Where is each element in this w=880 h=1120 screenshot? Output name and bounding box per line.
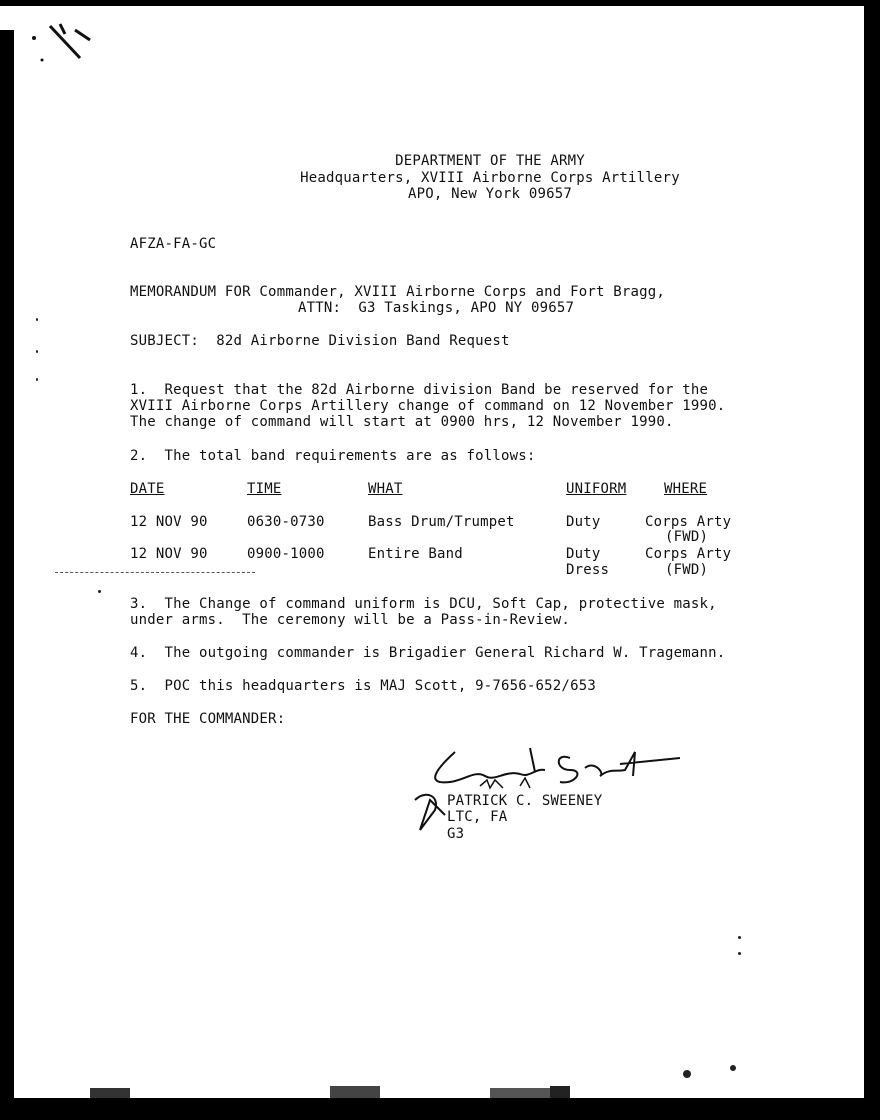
scan-dot (738, 936, 741, 939)
scan-border-left (0, 30, 14, 1120)
letterhead-dept: DEPARTMENT OF THE ARMY (395, 153, 585, 169)
table-cell-where: Corps Arty (645, 514, 732, 530)
scan-noise-bottom (30, 1086, 850, 1100)
memo-for: MEMORANDUM FOR Commander, XVIII Airborne Corps and Fort Bragg, (130, 284, 665, 300)
table-header-date: DATE (130, 481, 165, 497)
para1-line1: 1. Request that the 82d Airborne division Band be reserved for the (130, 382, 709, 398)
scan-dot (36, 318, 38, 321)
office-symbol: AFZA-FA-GC (130, 236, 217, 252)
memo-attn: ATTN: G3 Taskings, APO NY 09657 (298, 300, 575, 316)
scan-noise-top-left (20, 20, 100, 70)
signer-rank: LTC, FA (447, 809, 508, 825)
closing-line: FOR THE COMMANDER: (130, 711, 286, 727)
table-cell-where-sub: (FWD) (665, 529, 709, 545)
scan-dot (98, 590, 101, 593)
table-cell-time: 0900-1000 (247, 546, 325, 562)
letterhead-apo: APO, New York 09657 (408, 186, 572, 202)
para1-line3: The change of command will start at 0900 hrs, 12 November 1990. (130, 414, 674, 430)
table-cell-date: 12 NOV 90 (130, 514, 208, 530)
handwritten-signature (395, 740, 695, 840)
table-header-uniform: UNIFORM (566, 481, 627, 497)
scan-border-top (0, 0, 880, 6)
scan-dot (738, 952, 741, 955)
subject-line: SUBJECT: 82d Airborne Division Band Request (130, 333, 510, 349)
table-cell-what: Bass Drum/Trumpet (368, 514, 515, 530)
signer-office: G3 (447, 826, 465, 842)
para3-line1: 3. The Change of command uniform is DCU, Soft Cap, protective mask, (130, 596, 717, 612)
table-cell-date: 12 NOV 90 (130, 546, 208, 562)
scan-dot (683, 1070, 691, 1078)
table-cell-what: Entire Band (368, 546, 463, 562)
table-header-where: WHERE (664, 481, 708, 497)
scan-border-bottom (0, 1098, 880, 1120)
table-cell-where: Corps Arty (645, 546, 732, 562)
letterhead-hq: Headquarters, XVIII Airborne Corps Artillery (300, 170, 680, 186)
para2-text: 2. The total band requirements are as follows: (130, 448, 536, 464)
table-cell-uniform: Duty (566, 546, 601, 562)
signer-name: PATRICK C. SWEENEY (447, 793, 603, 809)
para3-line2: under arms. The ceremony will be a Pass-in-Review. (130, 612, 571, 628)
table-cell-where-sub: (FWD) (665, 562, 709, 578)
para5-text: 5. POC this headquarters is MAJ Scott, 9-7656-652/653 (130, 678, 596, 694)
para1-line2: XVIII Airborne Corps Artillery change of command on 12 November 1990. (130, 398, 726, 414)
table-header-what: WHAT (368, 481, 403, 497)
scan-dot (36, 378, 38, 381)
scan-dash-line (55, 572, 255, 573)
para4-text: 4. The outgoing commander is Brigadier General Richard W. Tragemann. (130, 645, 726, 661)
table-cell-uniform-sub: Dress (566, 562, 610, 578)
scan-border-right (864, 0, 880, 1120)
table-cell-time: 0630-0730 (247, 514, 325, 530)
scan-dot (36, 350, 38, 353)
table-header-time: TIME (247, 481, 282, 497)
scan-dot (730, 1065, 736, 1071)
table-cell-uniform: Duty (566, 514, 601, 530)
